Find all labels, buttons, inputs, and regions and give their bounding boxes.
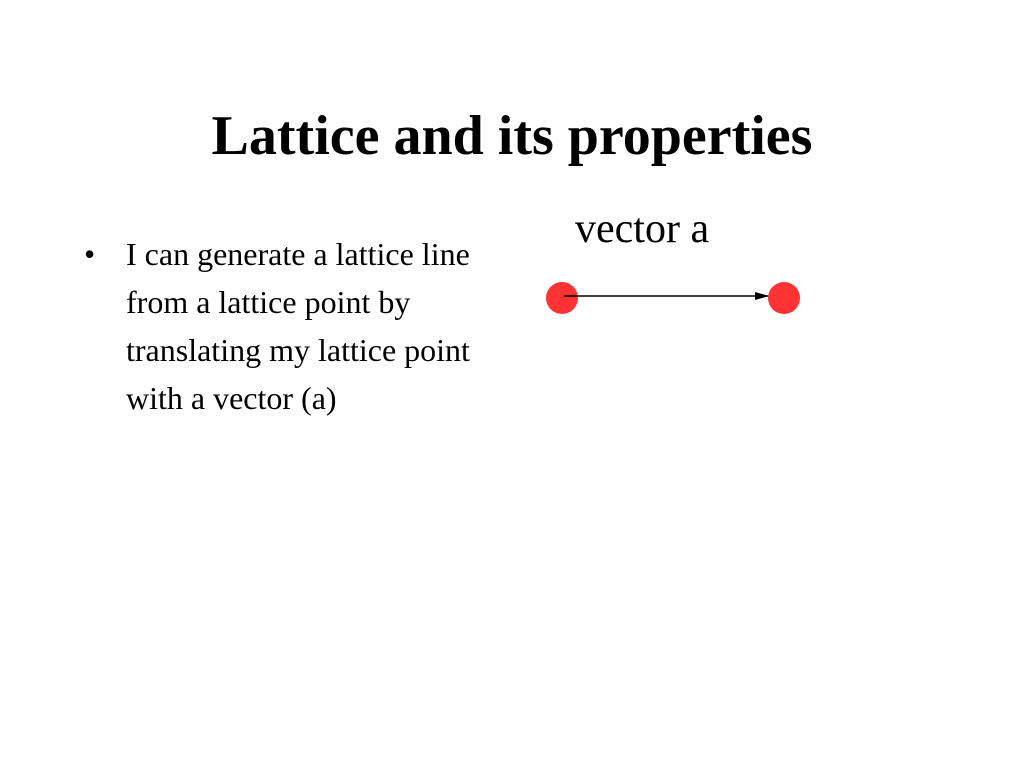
lattice-point-end <box>768 282 800 314</box>
lattice-point-start <box>546 282 578 314</box>
bullet-list <box>84 230 504 422</box>
bullet-item <box>84 230 504 422</box>
vector-diagram <box>530 270 820 330</box>
vector-label: vector a <box>575 206 710 252</box>
slide-title: Lattice and its properties <box>211 105 813 167</box>
bullet-icon: • <box>84 236 96 272</box>
bullet-text: I can generate a lattice line from a lattice point by translating my lattice point with a vector (a) <box>126 236 470 416</box>
